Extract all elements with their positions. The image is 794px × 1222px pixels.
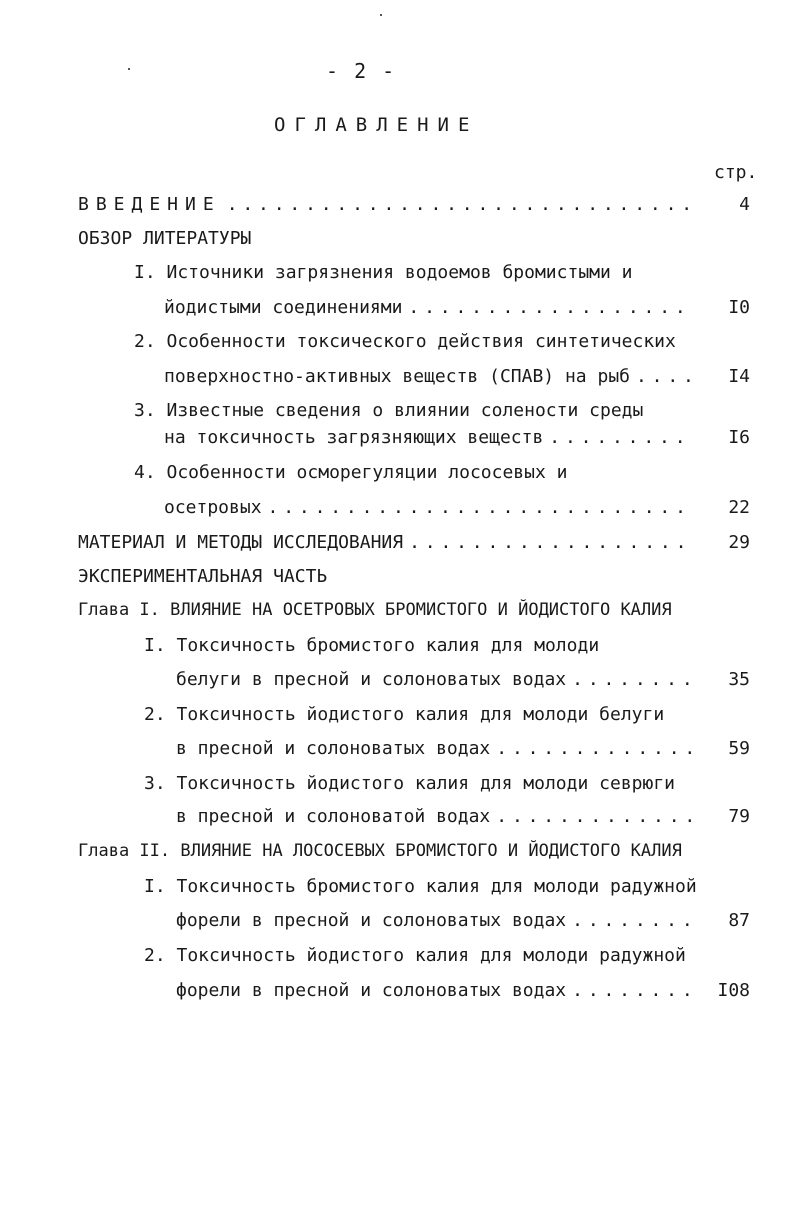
toc-section-literature[interactable]	[78, 228, 750, 250]
toc-chapter-1[interactable]	[78, 600, 750, 622]
toc-entry-page: 87	[728, 910, 750, 931]
toc-entry-ch2-1-cont[interactable]	[176, 910, 750, 932]
toc-entry-text: на токсичность загрязняющих веществ	[164, 427, 544, 448]
toc-entry-ch2-2[interactable]	[144, 945, 750, 967]
toc-entry-text: форели в пресной и солоноватых водах	[176, 910, 567, 931]
toc-entry-page: I6	[728, 427, 750, 448]
toc-leader-dots	[572, 980, 694, 1001]
toc-leader-dots	[227, 194, 694, 215]
toc-entry-text: йодистыми соединениями	[164, 297, 403, 318]
toc-leader-dots	[409, 532, 694, 553]
toc-entry-text: форели в пресной и солоноватых водах	[176, 980, 567, 1001]
toc-leader-dots	[549, 427, 694, 448]
toc-entry-text: осетровых	[164, 497, 262, 518]
toc-entry-lit-4[interactable]	[134, 462, 750, 484]
toc-entry-ch1-3[interactable]	[144, 773, 750, 795]
toc-entry-text: МАТЕРИАЛ И МЕТОДЫ ИССЛЕДОВАНИЯ	[78, 532, 404, 553]
toc-leader-dots	[496, 806, 694, 827]
toc-entry-text: 3. Известные сведения о влиянии солености среды	[134, 400, 644, 421]
toc-entry-page: 59	[728, 738, 750, 759]
toc-entry-page: I0	[728, 297, 750, 318]
toc-entry-ch1-2[interactable]	[144, 704, 750, 726]
toc-leader-dots	[572, 910, 694, 931]
toc-entry-lit-1-cont[interactable]	[164, 297, 750, 319]
toc-entry-ch1-1-cont[interactable]	[176, 669, 750, 691]
speck-mark	[128, 68, 130, 70]
toc-entry-text: 3. Токсичность йодистого калия для молоди севрюги	[144, 773, 676, 794]
toc-entry-page: 22	[728, 497, 750, 518]
toc-leader-dots	[408, 297, 694, 318]
toc-title: ОГЛАВЛЕНИЕ	[274, 114, 479, 136]
toc-entry-text: 2. Токсичность йодистого калия для молоди радужной	[144, 945, 686, 966]
toc-leader-dots	[496, 738, 694, 759]
toc-entry-introduction[interactable]	[78, 194, 750, 216]
page-column-label: стр.	[714, 162, 758, 183]
toc-entry-lit-3[interactable]	[134, 400, 750, 422]
toc-entry-methods[interactable]	[78, 532, 750, 554]
toc-entry-text: ЭКСПЕРИМЕНТАЛЬНАЯ ЧАСТЬ	[78, 566, 328, 587]
toc-entry-lit-3-cont[interactable]	[164, 427, 750, 449]
toc-entry-text: ОБЗОР ЛИТЕРАТУРЫ	[78, 228, 252, 249]
toc-entry-text: I. Источники загрязнения водоемов бромистыми и	[134, 262, 633, 283]
toc-entry-text: ВВЕДЕНИЕ	[78, 194, 221, 215]
toc-entry-lit-2-cont[interactable]	[164, 366, 750, 388]
toc-entry-ch1-3-cont[interactable]	[176, 806, 750, 828]
speck-mark	[380, 14, 382, 16]
toc-entry-text: 4. Особенности осморегуляции лососевых и	[134, 462, 568, 483]
toc-chapter-2[interactable]	[78, 841, 750, 863]
toc-entry-page: I4	[728, 366, 750, 387]
toc-entry-text: 2. Токсичность йодистого калия для молоди белуги	[144, 704, 665, 725]
toc-entry-page: I08	[717, 980, 750, 1001]
toc-entry-ch1-2-cont[interactable]	[176, 738, 750, 760]
toc-entry-text: I. Токсичность бромистого калия для молоди	[144, 635, 600, 656]
toc-entry-text: поверхностно-активных веществ (СПАВ) на рыб	[164, 366, 630, 387]
toc-entry-ch2-2-cont[interactable]	[176, 980, 750, 1002]
toc-leader-dots	[636, 366, 694, 387]
toc-entry-lit-1[interactable]	[134, 262, 750, 284]
toc-leader-dots	[572, 669, 694, 690]
toc-entry-page: 35	[728, 669, 750, 690]
toc-entry-lit-4-cont[interactable]	[164, 497, 750, 519]
toc-entry-ch2-1[interactable]	[144, 876, 750, 898]
page-number: - 2 -	[326, 59, 397, 83]
toc-leader-dots	[268, 497, 694, 518]
toc-entry-text: Глава I. ВЛИЯНИЕ НА ОСЕТРОВЫХ БРОМИСТОГО И ЙОДИСТОГО КАЛИЯ	[78, 600, 672, 620]
toc-entry-text: белуги в пресной и солоноватых водах	[176, 669, 567, 690]
toc-entry-ch1-1[interactable]	[144, 635, 750, 657]
toc-entry-text: в пресной и солоноватых водах	[176, 738, 491, 759]
toc-entry-page: 79	[728, 806, 750, 827]
toc-entry-text: в пресной и солоноватой водах	[176, 806, 491, 827]
toc-entry-lit-2[interactable]	[134, 331, 750, 353]
toc-entry-text: 2. Особенности токсического действия синтетических	[134, 331, 676, 352]
toc-entry-text: I. Токсичность бромистого калия для молоди радужной	[144, 876, 697, 897]
toc-entry-text: Глава II. ВЛИЯНИЕ НА ЛОСОСЕВЫХ БРОМИСТОГО И ЙОДИСТОГО КАЛИЯ	[78, 841, 682, 861]
toc-entry-page: 4	[739, 194, 750, 215]
toc-entry-page: 29	[728, 532, 750, 553]
toc-section-experimental[interactable]	[78, 566, 750, 588]
